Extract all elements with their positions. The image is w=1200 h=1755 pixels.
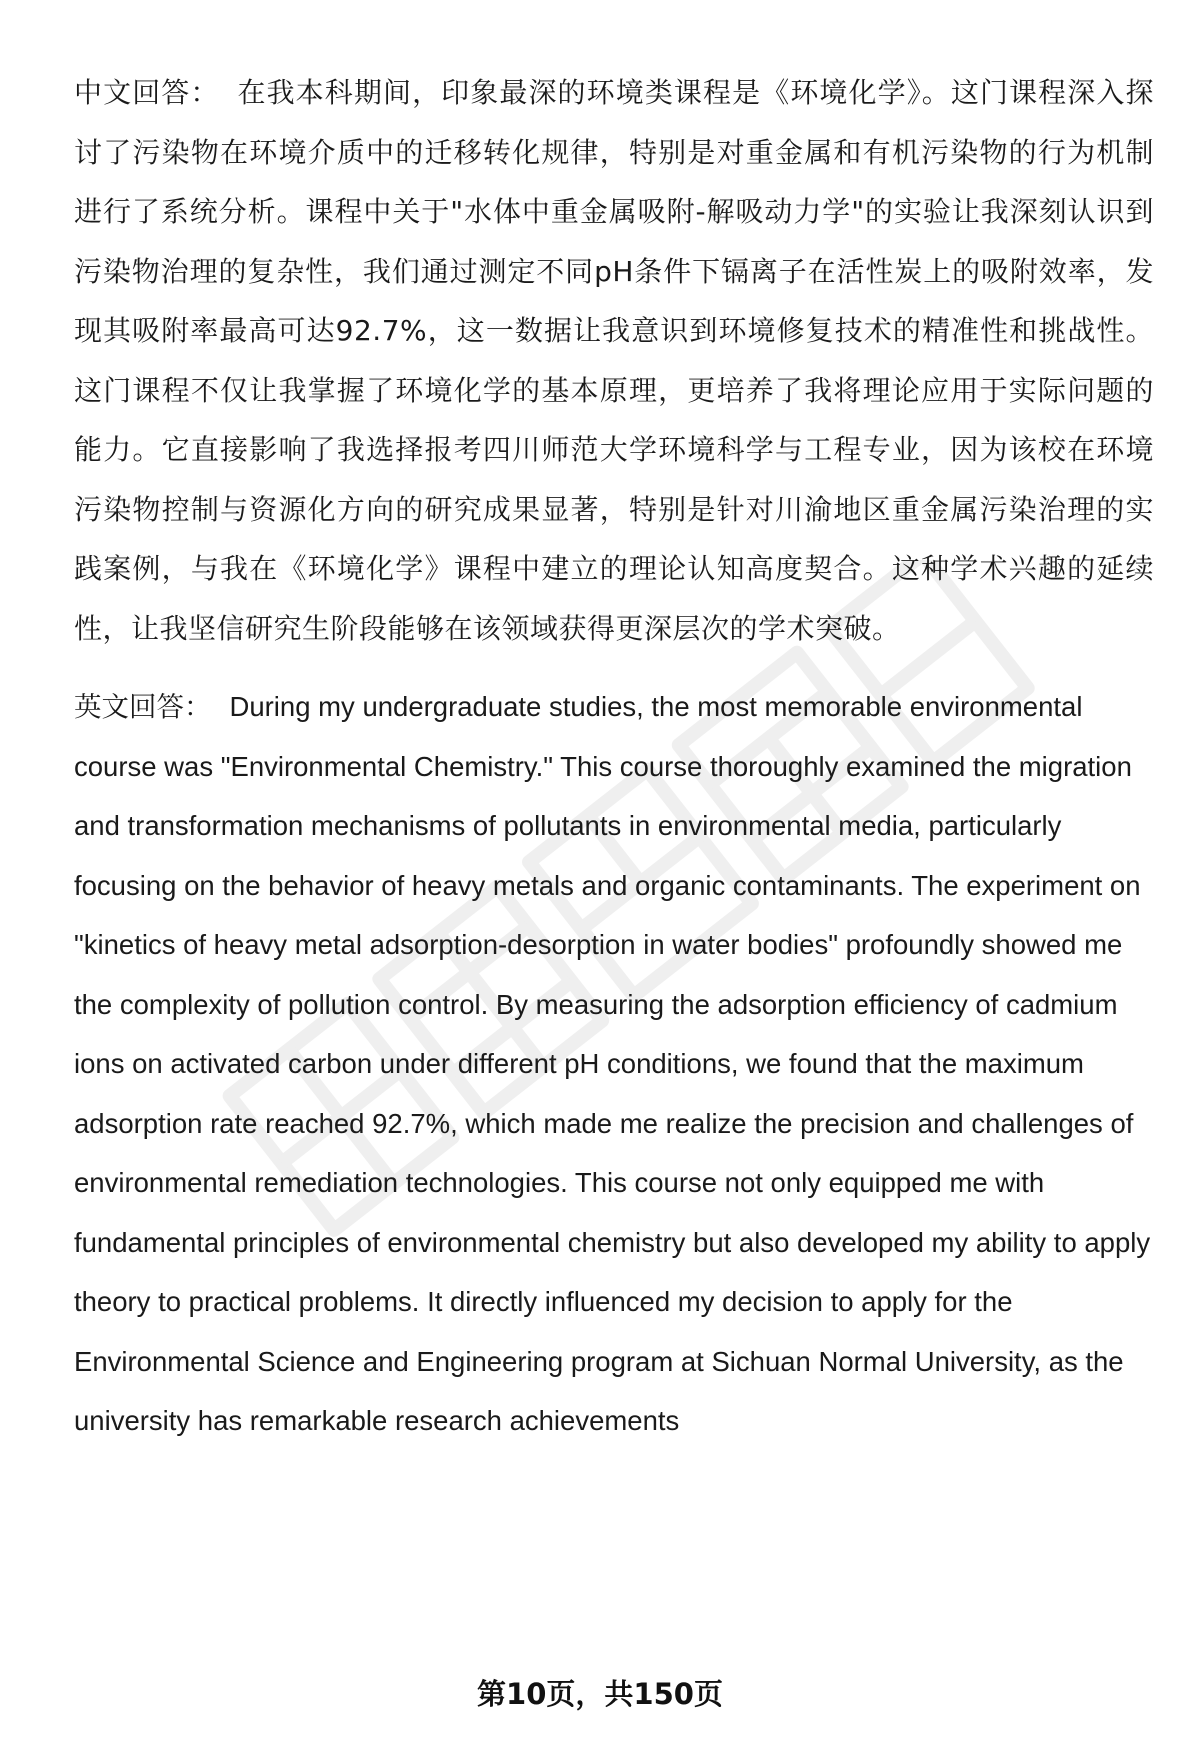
english-answer	[74, 677, 1154, 1451]
chinese-answer-label: 中文回答：	[74, 76, 220, 109]
answer-content	[74, 63, 1154, 1451]
english-answer-label: 英文回答：	[74, 691, 212, 722]
chinese-answer-text: 在我本科期间，印象最深的环境类课程是《环境化学》。这门课程深入探讨了污染物在环境介质中的迁移转化规律，特别是对重金属和有机污染物的行为机制进行了系统分析。课程中关于"水体中重金属吸附-解吸动力学"的实验让我深刻认识到污染物治理的复杂性，我们通过测定不同pH条件下镉离子在活性炭上的吸附效率，发现其吸附率最高可达92.7%，这一数据让我意识到环境修复技术的精准性和挑战性。这门课程不仅让我掌握了环境化学的基本原理，更培养了我将理论应用于实际问题的能力。它直接影响了我选择报考四川师范大学环境科学与工程专业，因为该校在环境污染物控制与资源化方向的研究成果显著，特别是针对川渝地区重金属污染治理的实践案例，与我在《环境化学》课程中建立的理论认知高度契合。这种学术兴趣的延续性，让我坚信研究生阶段能够在该领域获得更深层次的学术突破。	[74, 76, 1154, 645]
chinese-answer	[74, 63, 1154, 658]
page-number: 第10页，共150页	[477, 1677, 723, 1711]
english-answer-text: During my undergraduate studies, the most memorable environmental course was "Environmental Chemistry." This course thoroughly examined the migration and transformation mechanisms of pollutants in environmental media, particularly focusing on the behavior of heavy metals and organic contaminants. The experiment on "kinetics of heavy metal adsorption-desorption in water bodies" profoundly showed me the complexity of pollution control. By measuring the adsorption efficiency of cadmium ions on activated carbon under different pH conditions, we found that the maximum adsorption rate reached 92.7%, which made me realize the precision and challenges of environmental remediation technologies. This course not only equipped me with fundamental principles of environmental chemistry but also developed my ability to apply theory to practical problems. It directly influenced my decision to apply for the Environmental Science and Engineering program at Sichuan Normal University, as the university has remarkable research achievements	[74, 691, 1151, 1436]
